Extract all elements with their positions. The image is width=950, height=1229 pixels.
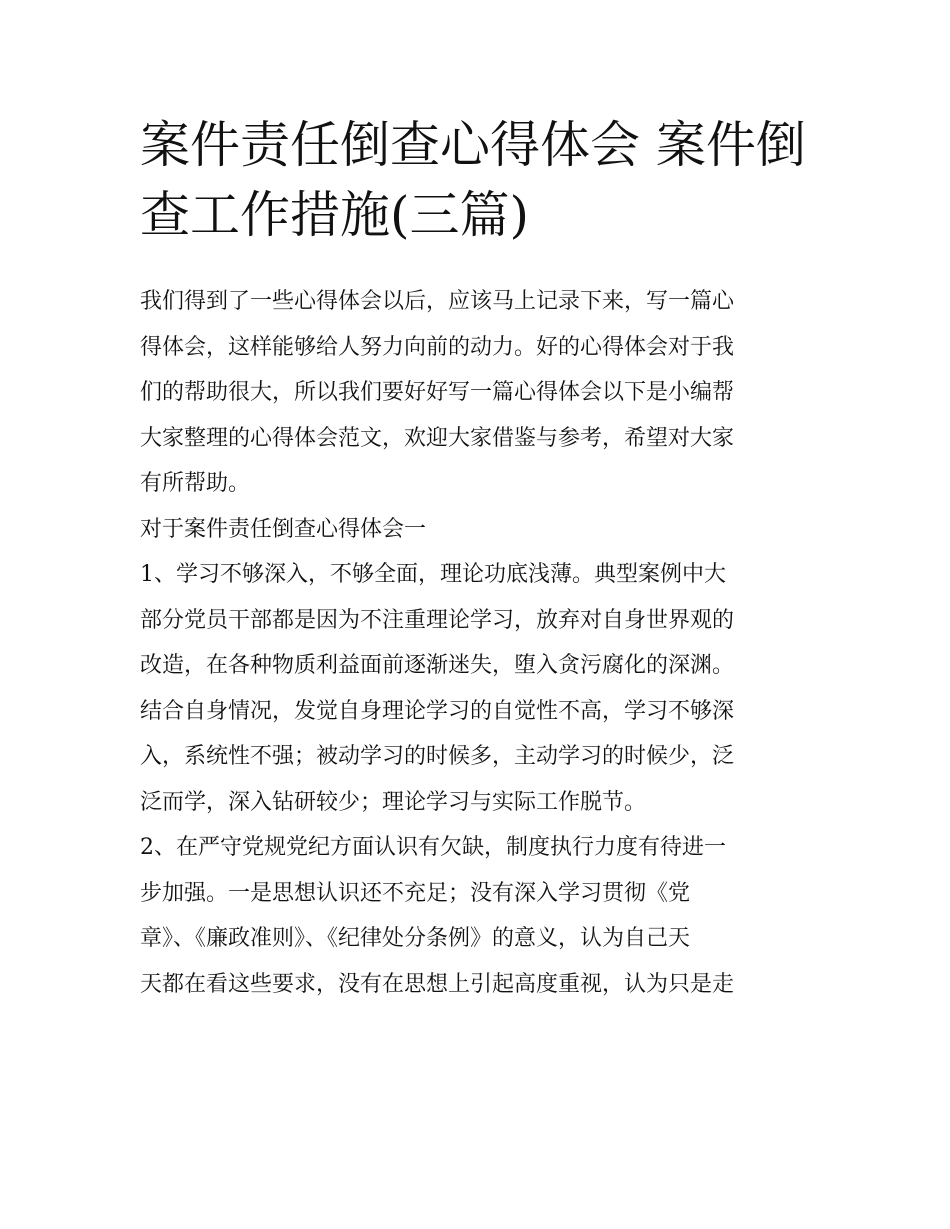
document-title	[140, 110, 820, 250]
text-line: 入，系统性不强；被动学习的时候多，主动学习的时候少，泛	[140, 744, 735, 769]
title-line-1: 案件责任倒查心得体会 案件倒	[140, 116, 806, 174]
text-line: 们的帮助很大，所以我们要好好写一篇心得体会以下是小编帮	[140, 380, 735, 405]
text-line: 大家整理的心得体会范文，欢迎大家借鉴与参考，希望对大家	[140, 425, 735, 451]
text-line: 2、在严守党规党纪方面认识有欠缺，制度执行力度有待进一	[140, 835, 726, 860]
section-heading	[140, 507, 820, 553]
text-line: 泛而学，深入钻研较少；理论学习与实际工作脱节。	[140, 789, 647, 815]
title-line-2: 查工作措施(三篇)	[140, 186, 530, 244]
point-1-paragraph	[140, 552, 820, 825]
text-line: 步加强。一是思想认识还不充足；没有深入学习贯彻《党	[140, 880, 691, 906]
document-body	[140, 279, 820, 1007]
text-line: 我们得到了一些心得体会以后，应该马上记录下来，写一篇心	[140, 289, 735, 314]
text-line: 对于案件责任倒查心得体会一	[140, 516, 427, 542]
text-line: 章》、《廉政准则》、《纪律处分条例》的意义，认为自己天	[140, 926, 691, 951]
point-2-paragraph	[140, 825, 820, 1007]
text-line: 改造，在各种物质利益面前逐渐迷失，堕入贪污腐化的深渊。	[140, 653, 735, 678]
text-line: 天都在看这些要求，没有在思想上引起高度重视，认为只是走	[140, 971, 735, 997]
text-line: 结合自身情况，发觉自身理论学习的自觉性不高，学习不够深	[140, 698, 735, 724]
text-line: 得体会，这样能够给人努力向前的动力。好的心得体会对于我	[140, 334, 735, 360]
text-line: 1、学习不够深入，不够全面，理论功底浅薄。典型案例中大	[140, 562, 726, 587]
text-line: 有所帮助。	[140, 471, 251, 496]
intro-paragraph	[140, 279, 820, 507]
text-line: 部分党员干部都是因为不注重理论学习，放弃对自身世界观的	[140, 607, 735, 633]
